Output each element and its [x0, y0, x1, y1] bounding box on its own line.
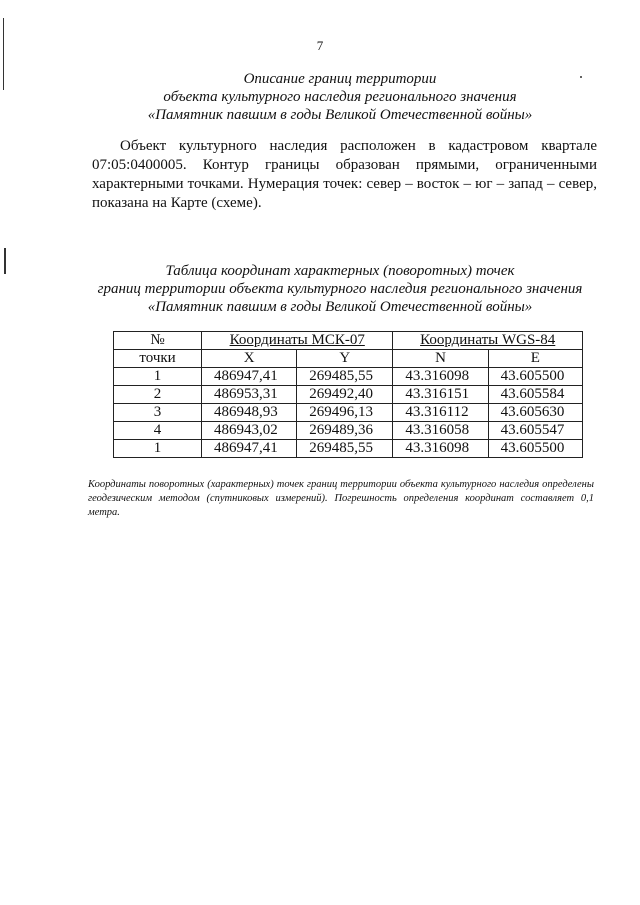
table-subheader-row: [114, 350, 583, 368]
cell-point-number: 1: [114, 368, 202, 386]
scan-artifact-left-middle: [4, 248, 6, 274]
table-header-row: [114, 332, 583, 350]
table-heading: [70, 262, 610, 316]
heading-line-1: Описание границ территории: [243, 71, 437, 87]
cell-x: 486943,02: [202, 422, 297, 440]
header-point-number: №: [114, 332, 202, 350]
cell-point-number: 2: [114, 386, 202, 404]
table-row: [114, 440, 583, 458]
header-msk-07: Координаты МСК-07: [202, 332, 393, 350]
document-heading: [70, 70, 610, 124]
cell-y: 269485,55: [297, 368, 393, 386]
table-heading-line-3: «Памятник павшим в годы Великой Отечественной войны»: [147, 299, 533, 315]
cell-x: 486947,41: [202, 368, 297, 386]
cell-n: 43.316058: [393, 422, 488, 440]
header-n: N: [393, 350, 488, 368]
header-x: X: [202, 350, 297, 368]
cell-e: 43.605500: [488, 440, 582, 458]
heading-line-3: «Памятник павшим в годы Великой Отечественной войны»: [147, 107, 533, 123]
header-y: Y: [297, 350, 393, 368]
cell-n: 43.316151: [393, 386, 488, 404]
cell-n: 43.316098: [393, 368, 488, 386]
header-point-label: точки: [114, 350, 202, 368]
table-row: [114, 404, 583, 422]
cell-e: 43.605547: [488, 422, 582, 440]
cell-point-number: 3: [114, 404, 202, 422]
cell-y: 269485,55: [297, 440, 393, 458]
header-e: E: [488, 350, 582, 368]
cell-x: 486947,41: [202, 440, 297, 458]
cell-point-number: 4: [114, 422, 202, 440]
cell-point-number: 1: [114, 440, 202, 458]
cell-e: 43.605630: [488, 404, 582, 422]
cell-y: 269492,40: [297, 386, 393, 404]
cell-x: 486953,31: [202, 386, 297, 404]
heading-line-2: объекта культурного наследия регионального значения: [163, 89, 517, 105]
table-row: [114, 386, 583, 404]
cell-n: 43.316098: [393, 440, 488, 458]
cell-y: 269496,13: [297, 404, 393, 422]
table-row: [114, 368, 583, 386]
page-number: 7: [316, 38, 324, 53]
table-row: [114, 422, 583, 440]
cell-e: 43.605584: [488, 386, 582, 404]
table-footnote: Координаты поворотных (характерных) точек границ территории объекта культурного наследия определены геодезическим методом (спутниковых измерений). Погрешность определения координат составляет 0,1 метра.: [88, 479, 594, 518]
header-wgs-84: Координаты WGS-84: [393, 332, 583, 350]
table-heading-line-2: границ территории объекта культурного наследия регионального значения: [97, 281, 583, 297]
scan-artifact-left-top: [3, 18, 4, 90]
coordinates-table: [113, 331, 583, 458]
cell-y: 269489,36: [297, 422, 393, 440]
cell-x: 486948,93: [202, 404, 297, 422]
description-paragraph: Объект культурного наследия расположен в кадастровом квартале 07:05:0400005. Контур границы образован прямыми, ограниченными характерными точками. Нумерация точек: север – восток – юг – запад – север, показана на Карте (схеме).: [92, 138, 597, 211]
cell-e: 43.605500: [488, 368, 582, 386]
cell-n: 43.316112: [393, 404, 488, 422]
table-heading-line-1: Таблица координат характерных (поворотных) точек: [165, 263, 515, 279]
